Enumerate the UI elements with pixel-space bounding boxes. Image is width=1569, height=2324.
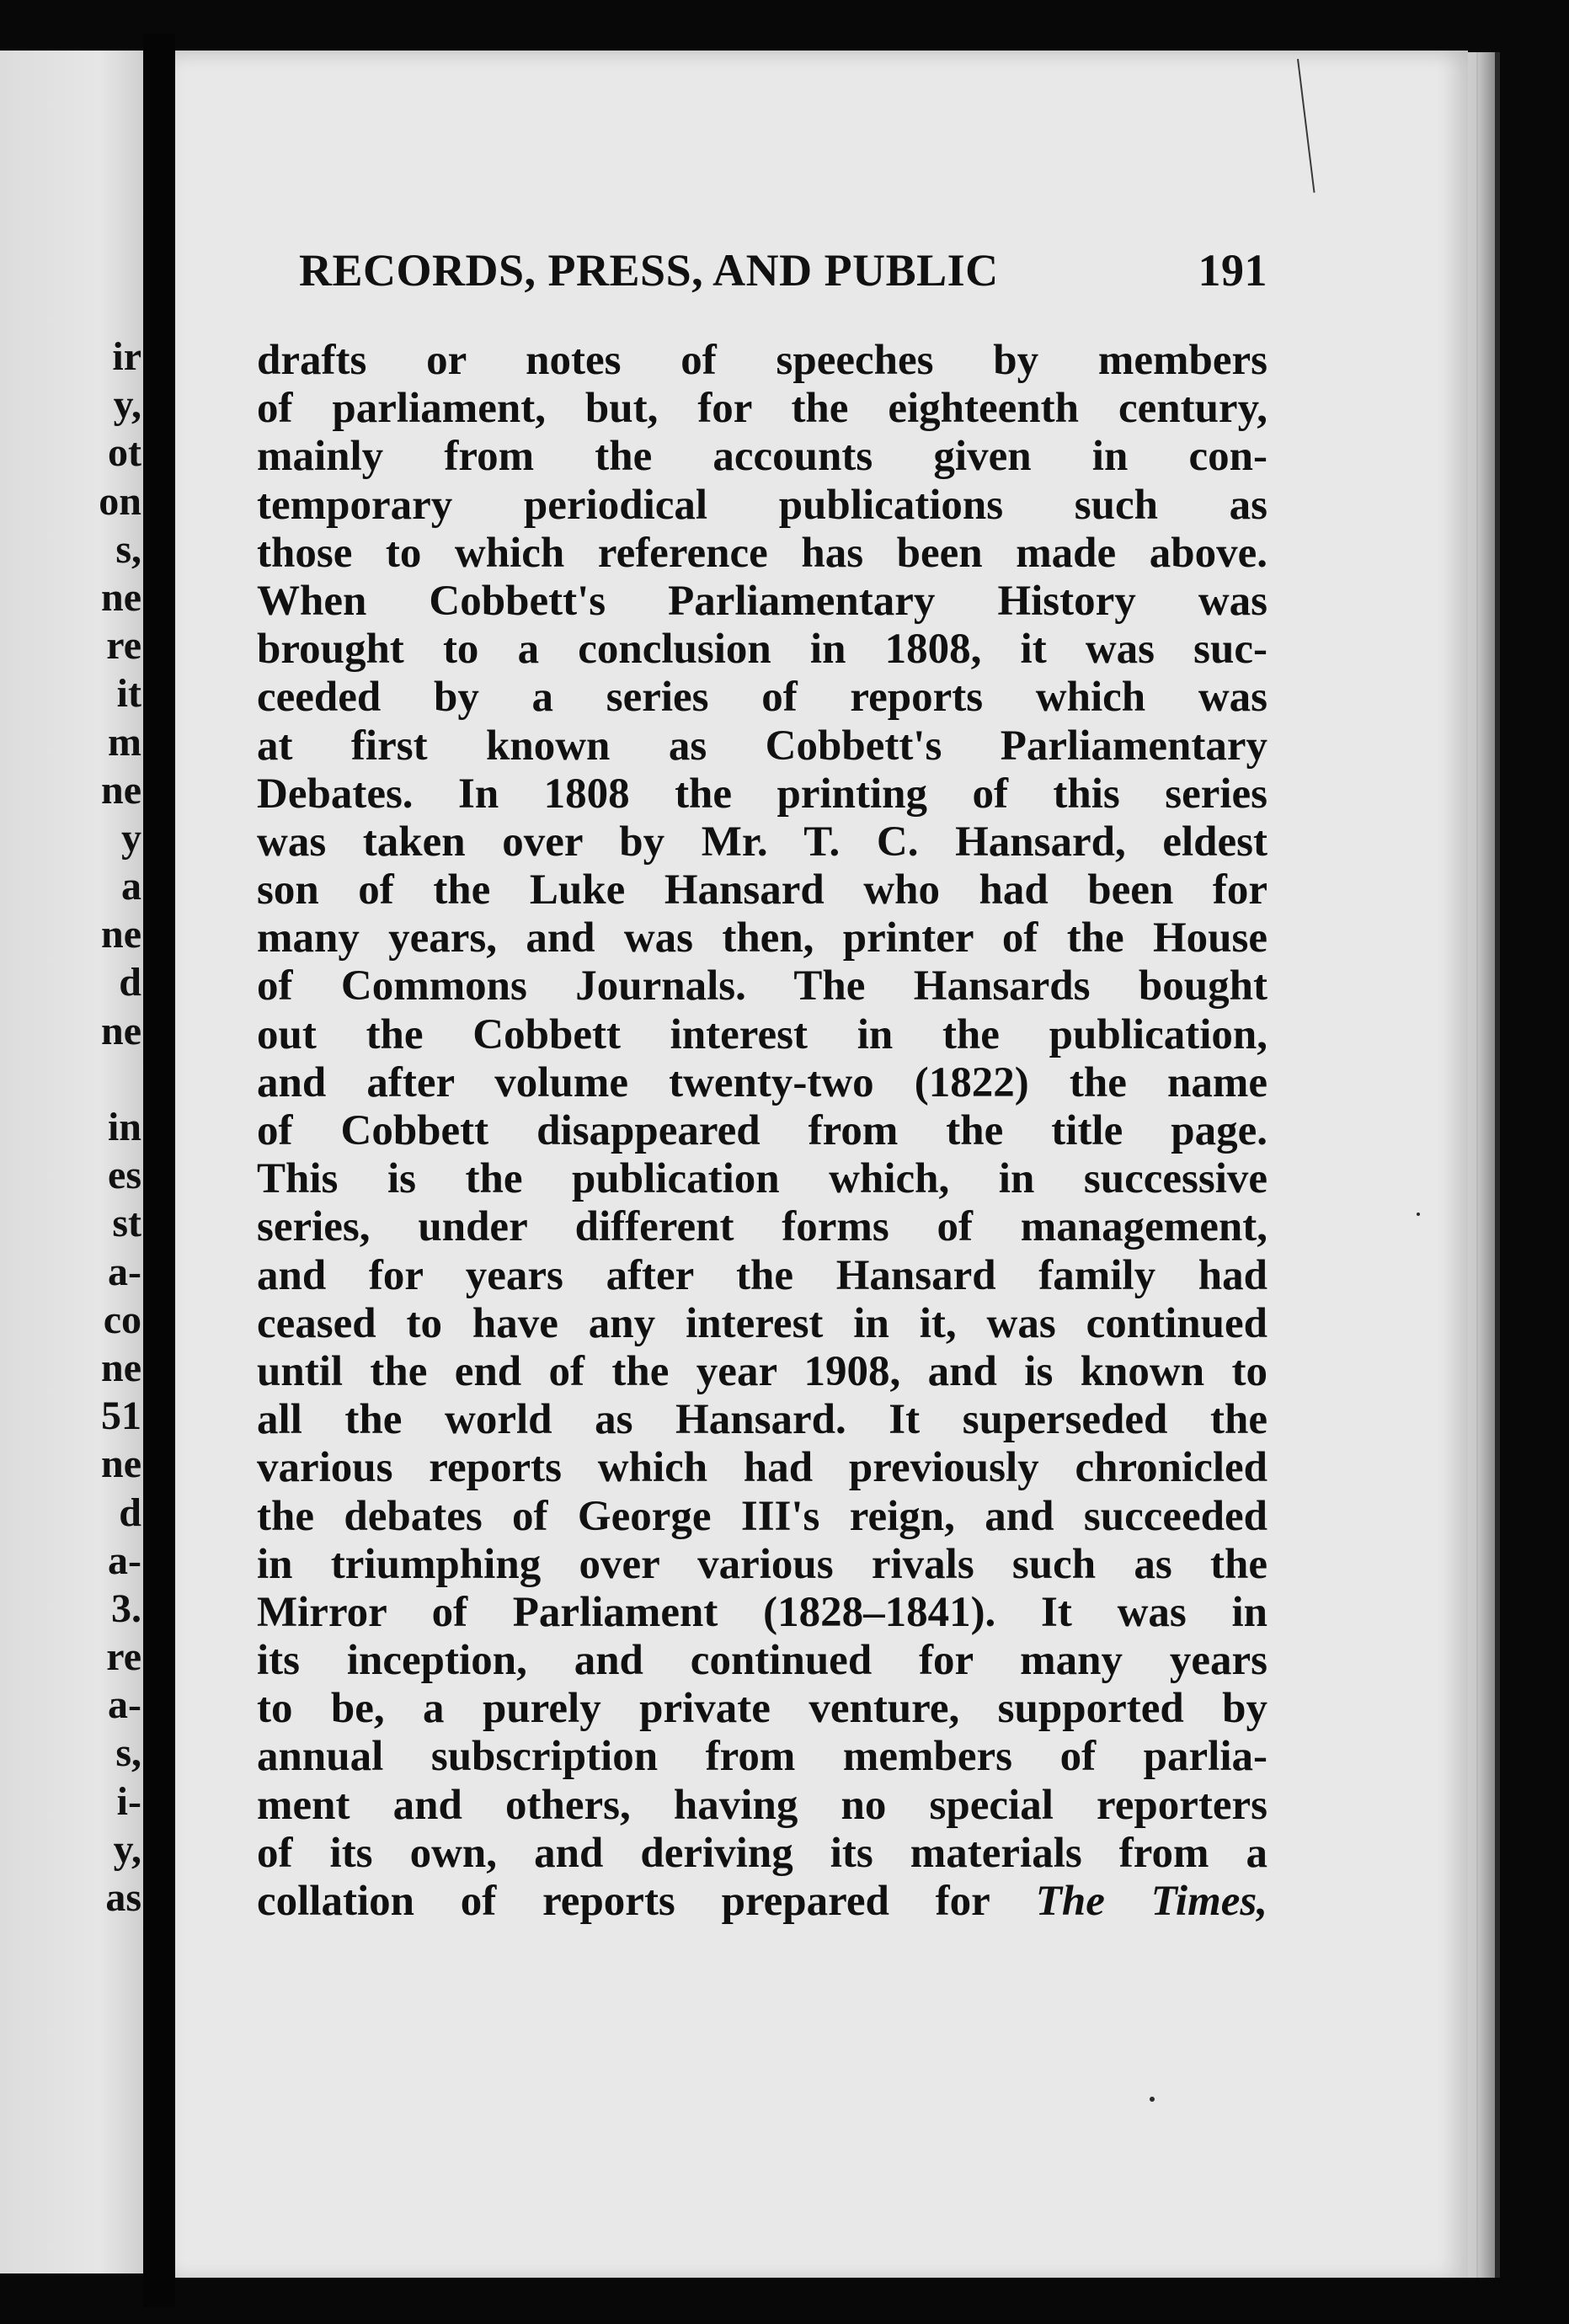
facing-page-fragment: s, (115, 1730, 141, 1776)
text-line: at first known as Cobbett's Parliamentary (257, 722, 1267, 770)
text-line: many years, and was then, printer of the House (257, 914, 1267, 962)
paper-speck (1150, 2097, 1155, 2102)
text-line: was taken over by Mr. T. C. Hansard, eldest (257, 818, 1267, 866)
text-line: son of the Luke Hansard who had been for (257, 866, 1267, 914)
text-line: ceeded by a series of reports which was (257, 674, 1267, 722)
facing-page-fragment: ne (101, 574, 141, 620)
facing-page-fragment: i- (116, 1778, 141, 1824)
text-line: the debates of George III's reign, and succeeded (257, 1492, 1267, 1540)
facing-page-fragment: ir (112, 334, 141, 379)
facing-page-text (0, 333, 143, 1922)
facing-page-fragment: y, (113, 382, 141, 428)
text-line: all the world as Hansard. It superseded the (257, 1396, 1267, 1444)
facing-page-fragment: ne (101, 767, 141, 813)
text-line: mainly from the accounts given in con- (257, 433, 1267, 481)
facing-page-fragment: 51 (101, 1394, 141, 1439)
text-line: various reports which had previously chronicled (257, 1444, 1267, 1492)
facing-page-fragment: s, (115, 526, 141, 572)
text-line: of parliament, but, for the eighteenth century, (257, 385, 1267, 433)
facing-page-fragment: as (105, 1875, 141, 1920)
book-gutter (143, 34, 175, 2307)
text-line: until the end of the year 1908, and is known to (257, 1347, 1267, 1395)
facing-page-fragment: a (121, 864, 141, 909)
facing-page-fragment: ne (101, 1345, 141, 1390)
text-line: and after volume twenty-two (1822) the name (257, 1058, 1267, 1106)
facing-page-fragment: re (106, 1634, 141, 1680)
text-line: annual subscription from members of parlia- (257, 1733, 1267, 1781)
facing-page-fragment: a- (108, 1249, 141, 1294)
facing-page-fragment: a- (108, 1538, 141, 1583)
facing-page-fragment: m (108, 719, 141, 765)
body-text (257, 337, 1267, 1926)
text-line (257, 1878, 1267, 1926)
facing-page-fragment: it (116, 671, 141, 717)
running-head (299, 244, 1267, 296)
text-line: in triumphing over various rivals such as the (257, 1540, 1267, 1588)
facing-page-fragment: in (107, 1105, 141, 1149)
facing-page-fragment: ne (101, 912, 141, 957)
page-number: 191 (1198, 245, 1267, 296)
facing-page-fragment: ne (101, 1442, 141, 1487)
text-line: This is the publication which, in successive (257, 1155, 1267, 1203)
facing-page-fragment: ne (101, 1008, 141, 1053)
text-line: out the Cobbett interest in the publication, (257, 1010, 1267, 1058)
text-line: drafts or notes of speeches by members (257, 337, 1267, 384)
text-line: Debates. In 1808 the printing of this series (257, 770, 1267, 818)
text-line: of Cobbett disappeared from the title page. (257, 1107, 1267, 1154)
text-line: those to which reference has been made above. (257, 529, 1267, 577)
facing-page-fragment: y, (113, 1826, 141, 1872)
text-line: When Cobbett's Parliamentary History was (257, 577, 1267, 625)
facing-page-fragment: 3. (111, 1586, 141, 1631)
text-line: of its own, and deriving its materials from a (257, 1829, 1267, 1877)
newspaper-title: The Times, (1035, 1878, 1267, 1925)
running-head-title: RECORDS, PRESS, AND PUBLIC (299, 245, 999, 296)
text-line: brought to a conclusion in 1808, it was suc- (257, 626, 1267, 674)
facing-page-fragment (0, 1055, 143, 1103)
text-line: ment and others, having no special reporters (257, 1781, 1267, 1829)
facing-page-fragment: d (119, 1490, 141, 1535)
text-line: temporary periodical publications such as (257, 481, 1267, 529)
paper-speck (1417, 1213, 1420, 1216)
facing-page-fragment: re (106, 623, 141, 669)
facing-page-fragment: es (108, 1153, 141, 1198)
facing-page-fragment: on (99, 478, 141, 524)
text-line: and for years after the Hansard family had (257, 1251, 1267, 1299)
text-line-lead: collation of reports prepared for (257, 1878, 1036, 1925)
text-line: ceased to have any interest in it, was continued (257, 1299, 1267, 1347)
text-line: series, under different forms of management, (257, 1203, 1267, 1251)
text-line: Mirror of Parliament (1828–1841). It was in (257, 1588, 1267, 1636)
facing-page-fragment: st (112, 1201, 141, 1246)
facing-page-fragment: d (119, 960, 141, 1005)
text-line: its inception, and continued for many years (257, 1637, 1267, 1685)
facing-page-fragment: ot (108, 430, 141, 476)
text-line: to be, a purely private venture, supported by (257, 1685, 1267, 1733)
text-line: of Commons Journals. The Hansards bought (257, 962, 1267, 1010)
facing-page-fragment: a- (108, 1682, 141, 1728)
facing-page-fragment: co (103, 1297, 141, 1342)
facing-page-fragment: y (121, 815, 141, 861)
